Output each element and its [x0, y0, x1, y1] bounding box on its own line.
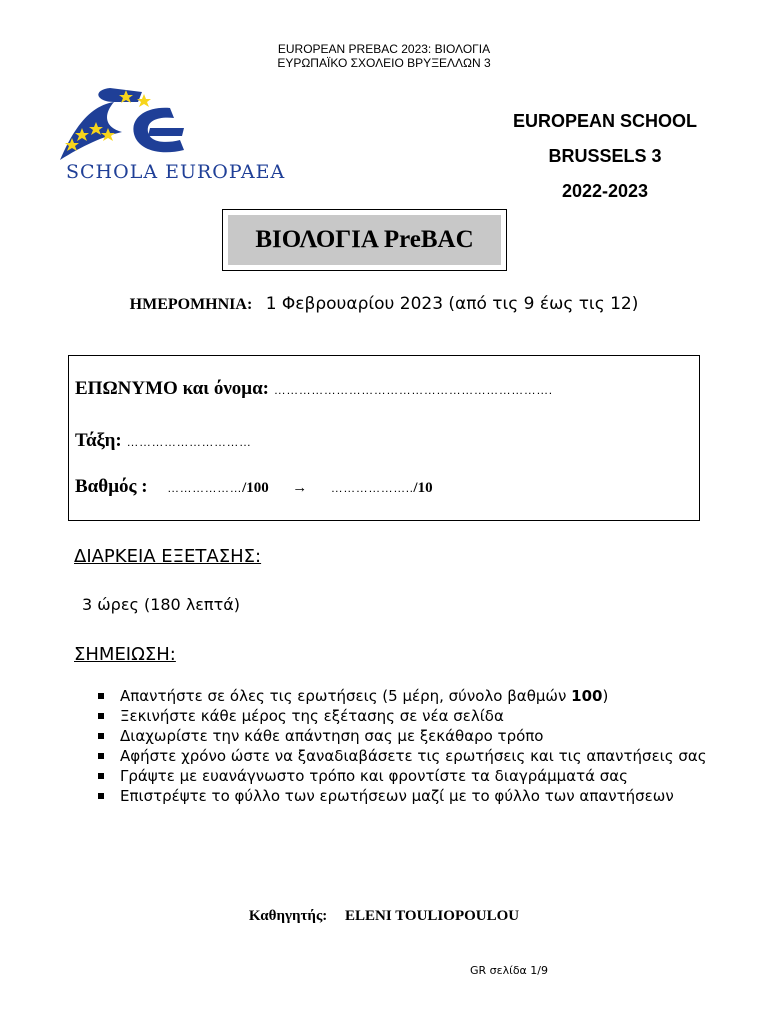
- school-info: [480, 104, 730, 209]
- note-item: Ξεκινήστε κάθε μέρος της εξέτασης σε νέα σελίδα: [96, 706, 716, 726]
- name-label: ΕΠΩΝΥΜΟ και όνομα:: [75, 378, 270, 399]
- note-item: Αφήστε χρόνο ώστε να ξαναδιαβάσετε τις ερωτήσεις και τις απαντήσεις σας: [96, 746, 716, 766]
- teacher-line: [0, 908, 768, 925]
- school-city: BRUSSELS 3: [548, 146, 662, 166]
- name-row: [75, 378, 553, 400]
- school-year: 2022-2023: [561, 181, 649, 201]
- grade-label: Βαθμός :: [75, 476, 148, 497]
- class-field[interactable]: …………………………: [126, 435, 252, 449]
- grade-out-of-100: /100: [242, 480, 269, 496]
- notes-heading: ΣΗΜΕΙΩΣΗ:: [74, 644, 176, 665]
- note-item: Γράψτε με ευανάγνωστο τρόπο και φροντίστε τα διαγράμματά σας: [96, 766, 716, 786]
- school-name: EUROPEAN SCHOOL: [512, 111, 698, 131]
- document-header: [0, 42, 768, 70]
- exam-date: [0, 294, 768, 314]
- teacher-name: ELENI TOULIOPOULOU: [345, 908, 520, 924]
- page-number: GR σελίδα 1/9: [470, 964, 548, 977]
- header-line-1: EUROPEAN PREBAC 2023: ΒΙΟΛΟΓΙΑ: [277, 42, 491, 56]
- student-info-box: [68, 355, 700, 521]
- grade-row: [75, 476, 433, 498]
- schola-europaea-logo: [52, 84, 318, 186]
- note-item: Απαντήστε σε όλες τις ερωτήσεις (5 μέρη, σύνολο βαθμών 100): [96, 686, 716, 706]
- date-value: 1 Φεβρουαρίου 2023 (από τις 9 έως τις 12): [265, 294, 639, 314]
- note-item: Επιστρέψτε το φύλλο των ερωτήσεων μαζί με το φύλλο των απαντήσεων: [96, 786, 716, 806]
- note-item: Διαχωρίστε την κάθε απάντηση σας με ξεκάθαρο τρόπο: [96, 726, 716, 746]
- schola-europaea-logo-icon: [52, 84, 318, 186]
- arrow-icon: →: [292, 480, 308, 496]
- class-row: [75, 430, 251, 452]
- exam-title-box: [222, 209, 507, 271]
- teacher-label: Καθηγητής:: [248, 908, 328, 924]
- grade-out-of-10: /10: [413, 480, 433, 496]
- date-label: ΗΜΕΡΟΜΗΝΙΑ:: [129, 296, 253, 313]
- class-label: Τάξη:: [75, 430, 122, 451]
- notes-list: [96, 686, 716, 806]
- grade-field-10[interactable]: ………………..: [330, 481, 414, 495]
- header-line-2: ΕΥΡΩΠΑΪΚΟ ΣΧΟΛΕΙΟ ΒΡΥΞΕΛΛΩΝ 3: [277, 56, 491, 70]
- logo-text: SCHOLA EUROPAEA: [66, 161, 286, 183]
- name-field[interactable]: ………………………………………………………….: [273, 383, 553, 397]
- exam-title: ΒΙΟΛΟΓΙΑ PreBAC: [228, 215, 501, 265]
- grade-field-100[interactable]: ………………: [167, 481, 243, 495]
- duration-heading: ΔΙΑΡΚΕΙΑ ΕΞΕΤΑΣΗΣ:: [74, 546, 262, 567]
- duration-value: 3 ώρες (180 λεπτά): [82, 595, 240, 614]
